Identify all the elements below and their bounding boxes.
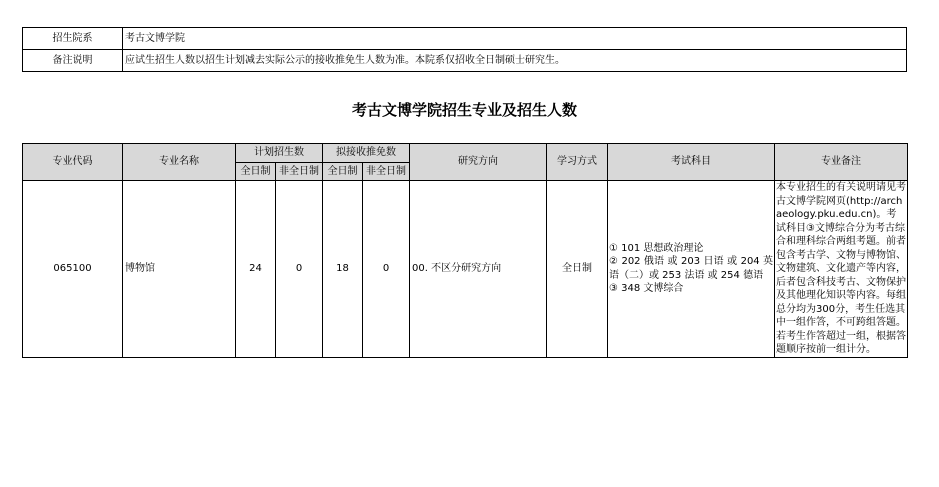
cell-exam	[608, 181, 775, 358]
cell-remark: 本专业招生的有关说明请见考古文博学院网页(http://archaeology.pku.edu.cn)。考试科目③文博综合分为考古综合和理科综合两组考题。前者包含考古学、文物与博物馆、文物建筑、文化遗产等内容，后者包含科技考古、文物保护及其他理化知识等内容。每组总分均为300分，考生任选其中一组作答，不可跨组答题。若考生作答超过一组，根据答题顺序按前一组计分。	[776, 182, 906, 355]
cell-rec-part: 0	[363, 181, 410, 358]
cell-plan-part: 0	[276, 181, 323, 358]
header-rec-full-time: 全日制	[323, 163, 363, 181]
cell-direction: 00. 不区分研究方向	[410, 181, 547, 358]
header-mode: 学习方式	[547, 144, 608, 181]
cell-name: 博物馆	[123, 181, 236, 358]
header-recommend: 拟接收推免数	[323, 144, 410, 163]
exam-subject-1: ① 101 思想政治理论	[609, 242, 704, 254]
info-label-department: 招生院系	[23, 28, 123, 50]
header-name: 专业名称	[123, 144, 236, 181]
cell-mode: 全日制	[547, 181, 608, 358]
header-row-top	[23, 144, 908, 163]
page-title: 考古文博学院招生专业及招生人数	[351, 101, 577, 119]
header-direction: 研究方向	[410, 144, 547, 181]
header-plan: 计划招生数	[236, 144, 323, 163]
exam-subject-3: ③ 348 文博综合	[609, 283, 684, 295]
header-rec-part-time: 非全日制	[363, 163, 410, 181]
info-label-note: 备注说明	[23, 50, 123, 72]
info-value-department: 考古文博学院	[123, 28, 907, 50]
exam-subject-2: ② 202 俄语 或 203 日语 或 204 英语（二）或 253 法语 或 254 德语	[609, 256, 773, 281]
header-code: 专业代码	[23, 144, 123, 181]
cell-rec-full: 18	[323, 181, 363, 358]
info-table	[22, 27, 907, 72]
enrollment-table	[22, 143, 908, 358]
info-row-note	[23, 50, 907, 72]
header-exam: 考试科目	[608, 144, 775, 181]
info-row-department	[23, 28, 907, 50]
header-remark: 专业备注	[775, 144, 908, 181]
table-row	[23, 181, 908, 358]
info-value-note: 应试生招生人数以招生计划减去实际公示的接收推免生人数为准。本院系仅招收全日制硕士研究生。	[123, 50, 907, 72]
cell-plan-full: 24	[236, 181, 276, 358]
header-plan-part-time: 非全日制	[276, 163, 323, 181]
header-plan-full-time: 全日制	[236, 163, 276, 181]
cell-code: 065100	[23, 181, 123, 358]
